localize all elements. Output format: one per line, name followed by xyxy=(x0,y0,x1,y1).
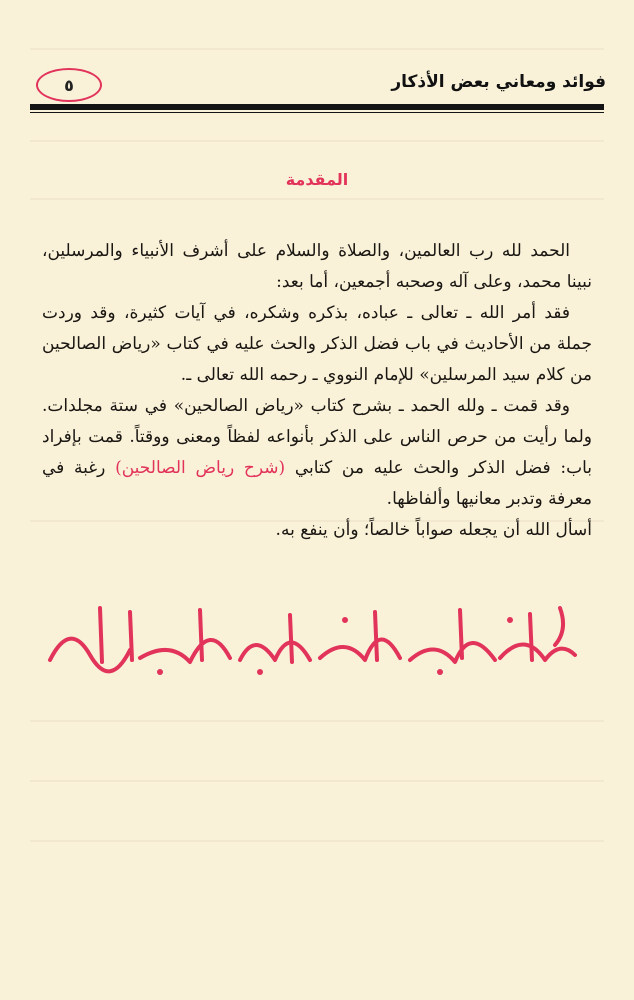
paragraph-commentary-text: وقد قمت ـ ولله الحمد ـ بشرح كتاب «رياض الصالحين» في ستة مجلدات. ولما رأيت من حرص الناس على الذكر بأنواعه لفظاً ومعنى ووقتاً. قمت بإفراد باب: فضل الذكر والحث عليه من كتابي xyxy=(42,396,593,478)
author-signature xyxy=(40,600,580,680)
paragraph-commentary xyxy=(42,391,592,515)
running-header xyxy=(28,68,606,98)
calligraphy-signature-icon xyxy=(40,600,580,680)
page-number: ٥ xyxy=(64,75,74,95)
running-header-title: فوائد ومعاني بعض الأذكار xyxy=(391,72,606,92)
bleed-through-line xyxy=(30,198,604,200)
bleed-through-line xyxy=(30,48,604,50)
bleed-through-line xyxy=(30,780,604,782)
paragraph-opening: الحمد لله رب العالمين، والصلاة والسلام على أشرف الأنبياء والمرسلين، نبينا محمد، وعلى آله وصحبه أجمعين، أما بعد: xyxy=(42,241,592,292)
bleed-through-line xyxy=(30,840,604,842)
section-heading: المقدمة xyxy=(285,170,349,189)
header-rule-thick xyxy=(30,104,604,110)
bleed-through-line xyxy=(30,140,604,142)
paragraph-command: فقد أمر الله ـ تعالى ـ عباده، بذكره وشكره، في آيات كثيرة، وقد وردت جملة من الأحاديث في باب فضل الذكر والحث عليه في كتاب «رياض الصالحين من كلام سيد المرسلين» للإمام النووي ـ رحمه الله تعالى ـ. xyxy=(42,303,592,385)
paragraph-prayer: أسأل الله أن يجعله صواباً خالصاً؛ وأن ينفع به. xyxy=(275,520,592,540)
bleed-through-line xyxy=(30,720,604,722)
header-rule-thin xyxy=(30,112,604,113)
page-number-badge xyxy=(36,68,102,102)
paragraph-commentary-tail: رغبة في معرفة وتدبر معانيها وألفاظها. xyxy=(42,458,592,509)
book-title: (شرح رياض الصالحين) xyxy=(115,458,286,478)
body-text xyxy=(42,236,592,546)
